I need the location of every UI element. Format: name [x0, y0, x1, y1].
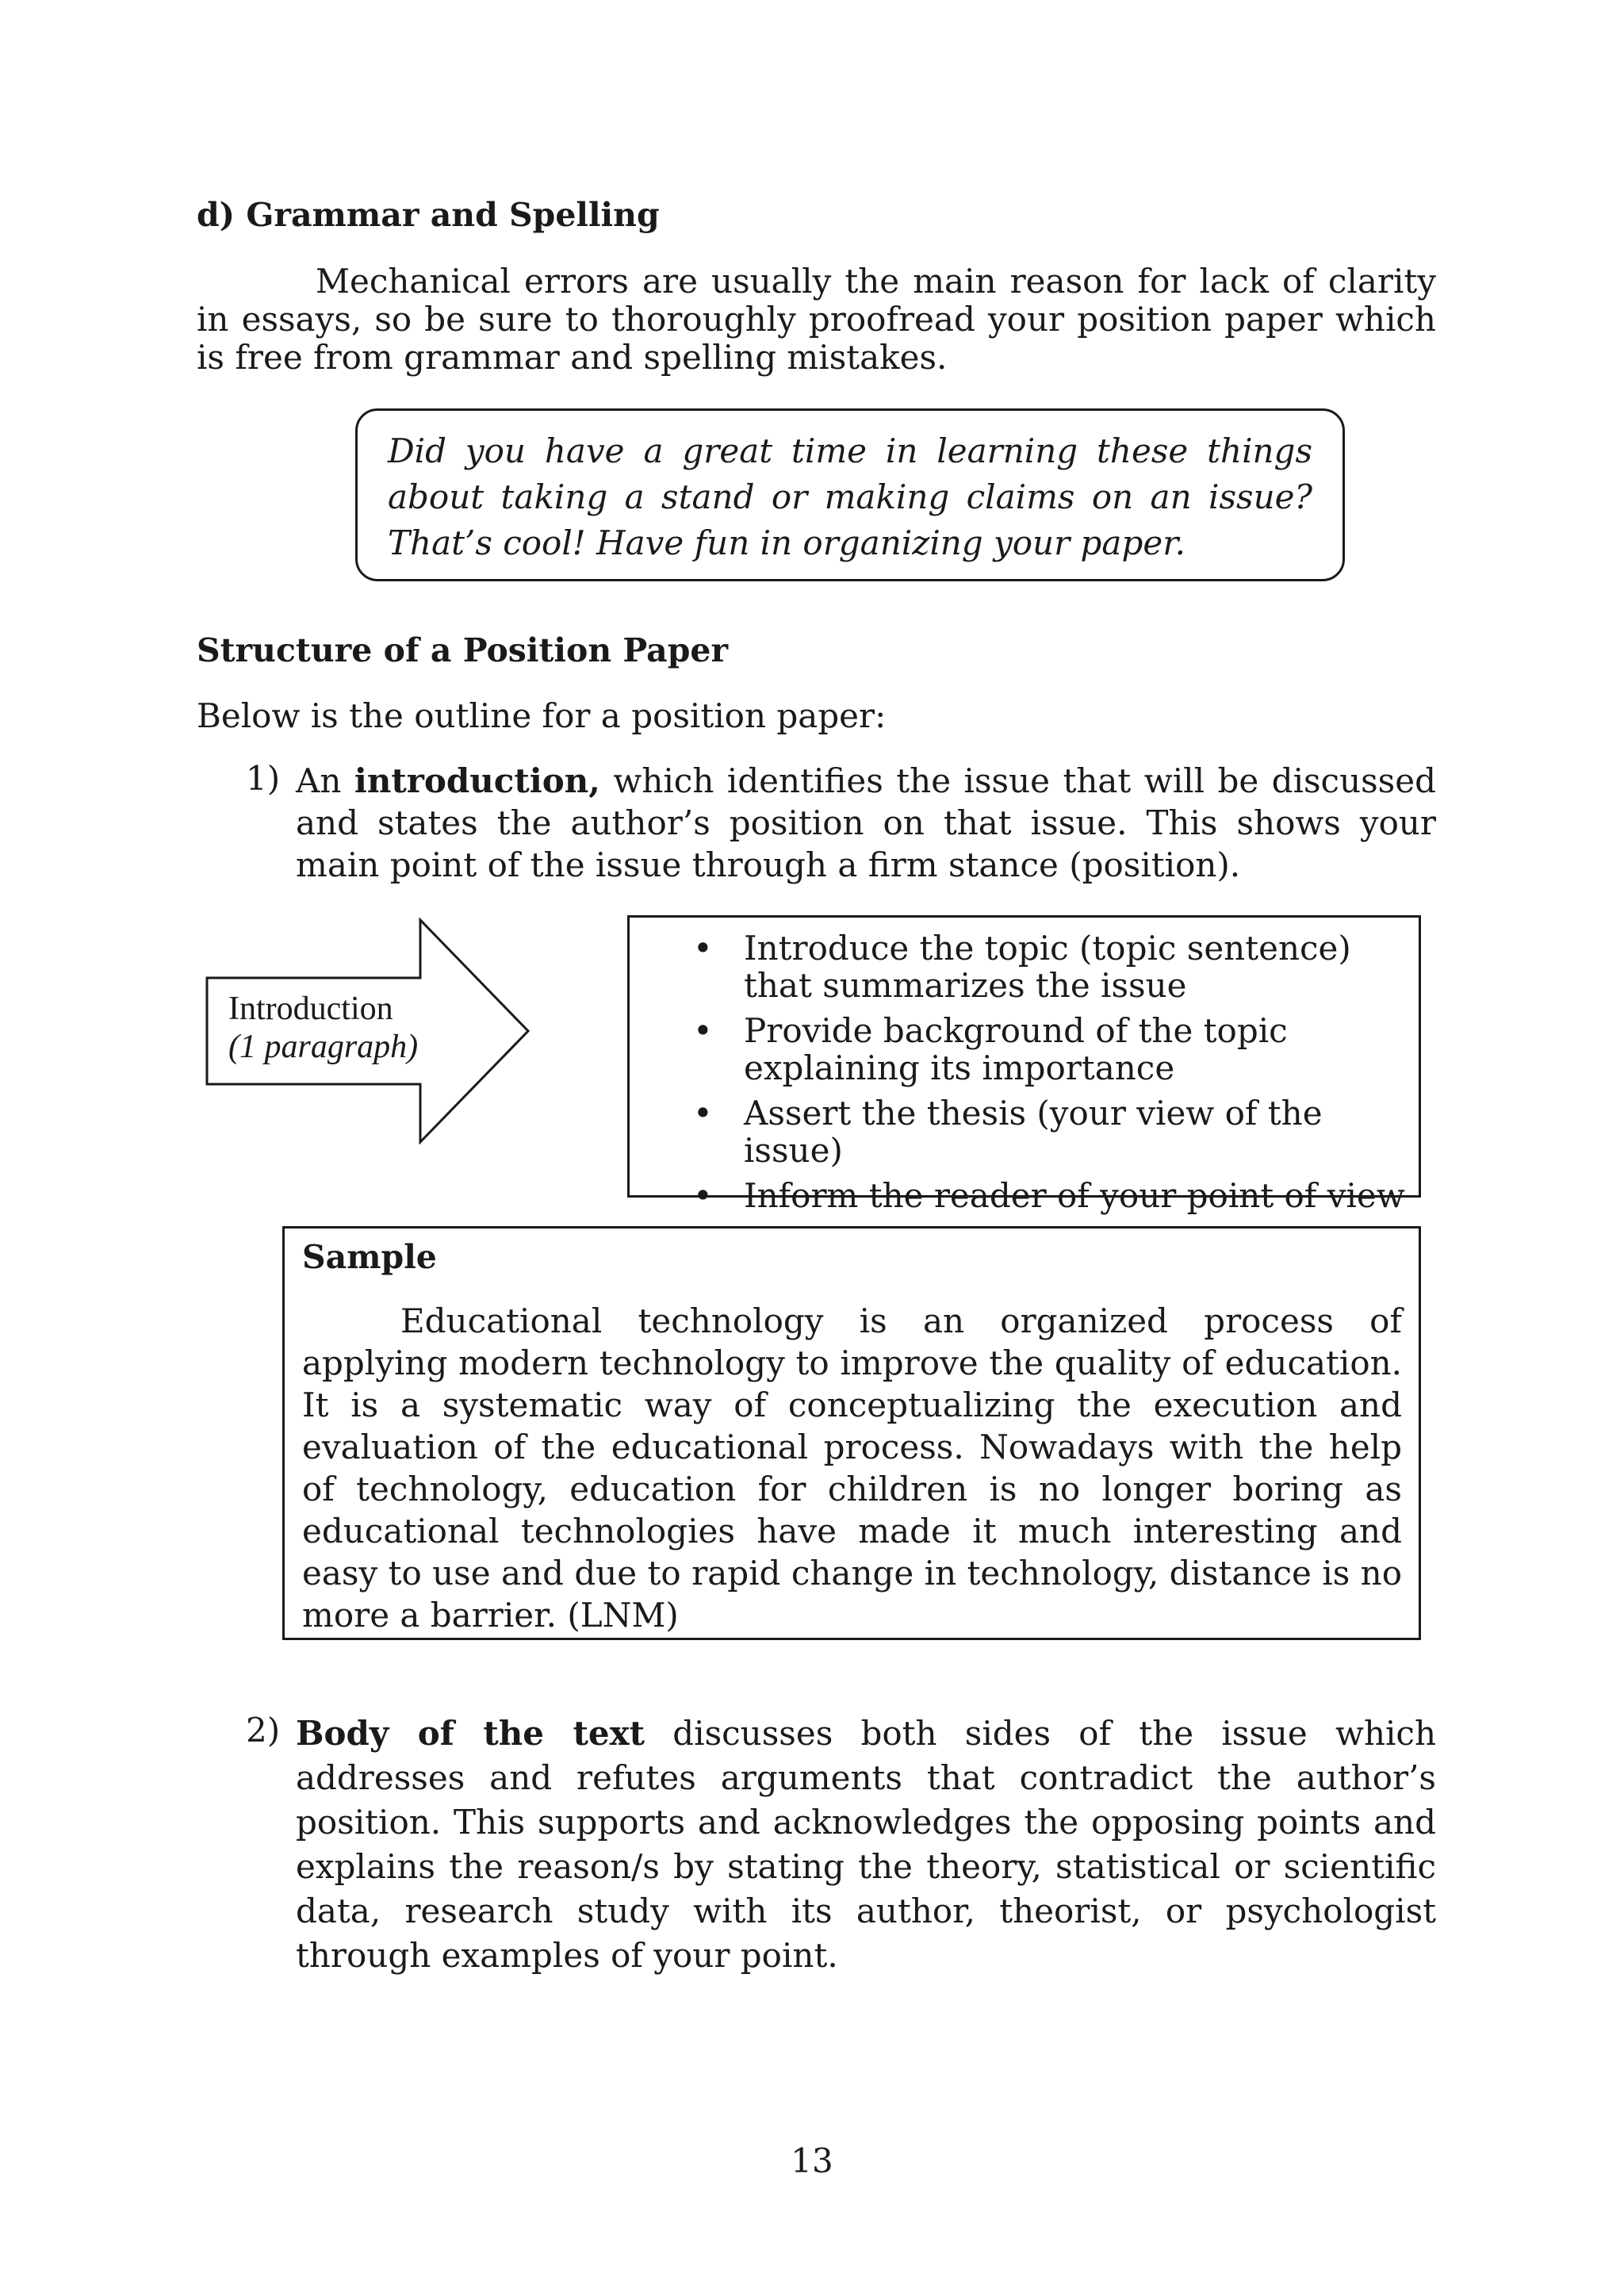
list-item-number: 2): [246, 1711, 281, 1750]
grammar-paragraph: Mechanical errors are usually the main reason for lack of clarity in essays, so be sure to thoroughly proofread your position paper which is free from grammar and spelling mistakes.: [197, 262, 1436, 377]
bullet-icon: •: [693, 1011, 713, 1050]
sample-box: [282, 1226, 1421, 1640]
list-item: [693, 1012, 1407, 1087]
callout-box: [355, 408, 1345, 581]
list-item-number: 1): [246, 759, 281, 798]
arrow-label-subtitle: (1 paragraph): [228, 1029, 419, 1065]
list-item: [693, 930, 1407, 1004]
point-text: Assert the thesis (your view of the issue): [744, 1094, 1323, 1170]
sample-title: Sample: [302, 1238, 437, 1276]
introduction-points-list: [693, 930, 1407, 1214]
point-text: Inform the reader of your point of view: [744, 1176, 1405, 1215]
section-heading-structure: Structure of a Position Paper: [197, 631, 729, 669]
callout-text: Did you have a great time in learning these things about taking a stand or making claims on an issue? That’s cool! Have fun in organizing your paper.: [388, 431, 1312, 562]
list-item-term: introduction,: [354, 761, 600, 800]
arrow-label-title: Introduction: [228, 991, 393, 1027]
point-text: Provide background of the topic explaining its importance: [744, 1011, 1288, 1087]
list-item-introduction: [296, 760, 1436, 886]
introduction-arrow-label: [228, 990, 458, 1066]
list-item-term: Body of the text: [296, 1714, 645, 1753]
list-item-lead: An: [296, 761, 342, 800]
outline-intro-text: Below is the outline for a position paper:: [197, 696, 887, 735]
list-item: [693, 1094, 1407, 1169]
bullet-icon: •: [693, 1176, 713, 1215]
page-number: 13: [791, 2141, 833, 2180]
bullet-icon: •: [693, 1094, 713, 1133]
bullet-icon: •: [693, 929, 713, 968]
list-item-body: [296, 1711, 1436, 1978]
introduction-points-box: [627, 915, 1421, 1215]
point-text: Introduce the topic (topic sentence) that summarizes the issue: [744, 929, 1351, 1005]
sample-text: Educational technology is an organized process of applying modern technology to improve the quality of education. It is a systematic way of conceptualizing the execution and evaluation of the educational process. Nowadays with the help of technology, education for children is no longer boring as educational technologies have made it much interesting and easy to use and due to rapid change in technology, distance is no more a barrier. (LNM): [302, 1301, 1402, 1635]
list-item: [693, 1177, 1407, 1214]
list-item-description: discusses both sides of the issue which addresses and refutes arguments that contradict the author’s position. This supports and acknowledges the opposing points and explains the reason/s by stating the theory, statistical or scientific data, research study with its author, theorist, or psychologist through examples of your point.: [296, 1714, 1436, 1975]
list-item-description: which identifies the issue that will be discussed and states the author’s position on that issue. This shows your main point of the issue through a firm stance (position).: [296, 761, 1436, 884]
section-heading-grammar: d) Grammar and Spelling: [197, 196, 660, 234]
